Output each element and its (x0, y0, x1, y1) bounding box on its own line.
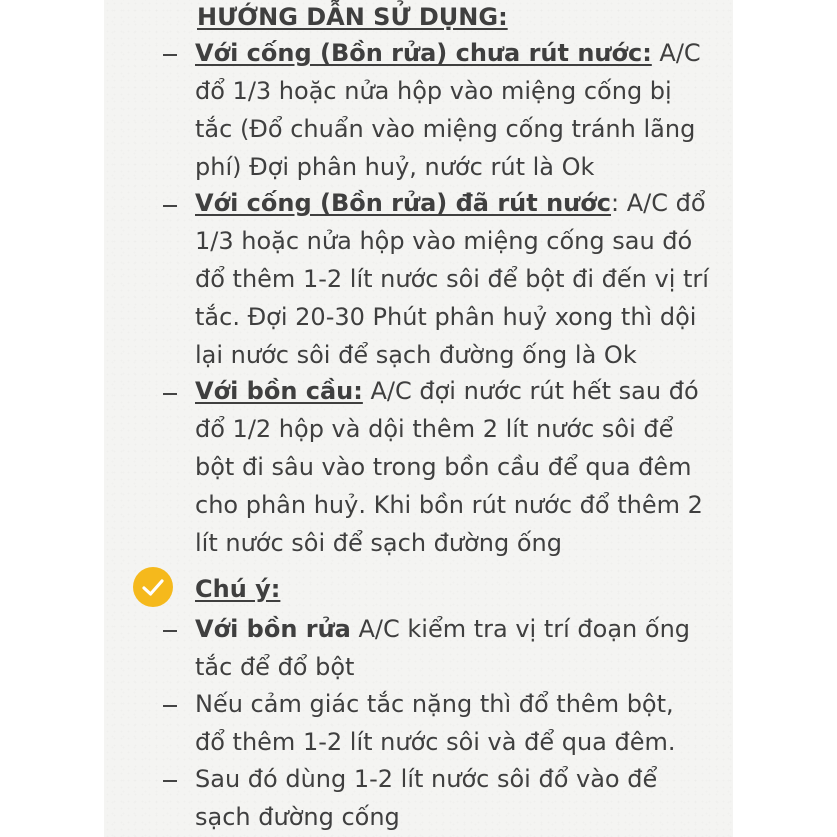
bullet-dash (163, 205, 177, 207)
instruction-1-heading: Với cống (Bồn rửa) chưa rút nước: (195, 39, 652, 67)
instruction-2-line-4: tắc. Đợi 20-30 Phút phân huỷ xong thì dội (195, 303, 697, 331)
instruction-2-line-3: đổ thêm 1-2 lít nước sôi để bột đi đến vị trí (195, 265, 709, 293)
instruction-3-line-2: đổ 1/2 hộp và dội thêm 2 lít nước sôi để (195, 415, 674, 443)
instruction-1-line-3: tắc (Đổ chuẩn vào miệng cống tránh lãng (195, 115, 696, 143)
note-2-line-2: đổ thêm 1-2 lít nước sôi và để qua đêm. (195, 728, 676, 756)
note-1-bold: Với bồn rửa (195, 615, 351, 643)
note-1-line-1 (195, 614, 690, 644)
instruction-3-line-1 (195, 376, 699, 406)
instruction-2-text: : A/C đổ (610, 189, 706, 217)
note-title: Chú ý: (195, 575, 281, 603)
bullet-dash (163, 780, 177, 782)
checkmark-circle-icon (133, 567, 173, 607)
instruction-2-line-5: lại nước sôi để sạch đường ống là Ok (195, 341, 637, 369)
instruction-1-line-1 (195, 38, 701, 68)
instruction-1-line-4: phí) Đợi phân huỷ, nước rút là Ok (195, 153, 595, 181)
note-3-line-1: Sau đó dùng 1-2 lít nước sôi đổ vào để (195, 765, 658, 793)
instruction-3-line-5: lít nước sôi để sạch đường ống (195, 529, 562, 557)
bullet-dash (163, 630, 177, 632)
instruction-3-text: A/C đợi nước rút hết sau đó (362, 377, 699, 405)
note-3-line-2: sạch đường cống (195, 803, 400, 831)
instruction-1-text: A/C (651, 39, 701, 67)
instruction-1-line-2: đổ 1/3 hoặc nửa hộp vào miệng cống bị (195, 77, 672, 105)
instruction-3-line-4: cho phân huỷ. Khi bồn rút nước đổ thêm 2 (195, 491, 703, 519)
instruction-3-heading: Với bồn cầu: (195, 377, 363, 405)
note-2-line-1: Nếu cảm giác tắc nặng thì đổ thêm bột, (195, 690, 674, 718)
note-1-text: A/C kiểm tra vị trí đoạn ống (350, 615, 691, 643)
instruction-2-line-2: 1/3 hoặc nửa hộp vào miệng cống sau đó (195, 227, 693, 255)
bullet-dash (163, 393, 177, 395)
instruction-2-line-1 (195, 188, 706, 218)
instruction-2-heading: Với cống (Bồn rửa) đã rút nước (195, 189, 611, 217)
page-title: HƯỚNG DẪN SỬ DỤNG: (197, 3, 508, 31)
bullet-dash (163, 705, 177, 707)
bullet-dash (163, 54, 177, 56)
note-1-line-2: tắc để đổ bột (195, 653, 355, 681)
instruction-3-line-3: bột đi sâu vào trong bồn cầu để qua đêm (195, 453, 692, 481)
